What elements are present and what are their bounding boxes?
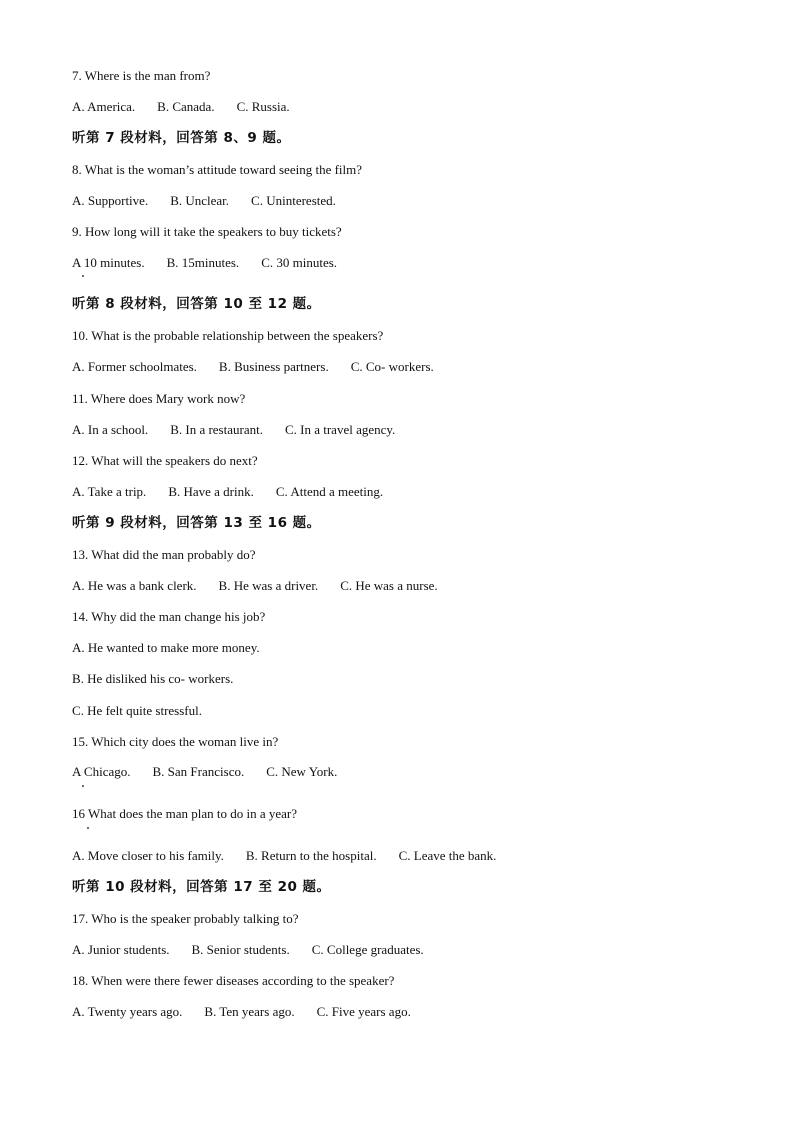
question-13-option-b: B. He was a driver. <box>218 578 319 593</box>
question-13-option-a: A. He was a bank clerk. <box>72 578 197 593</box>
section-heading-10: 听第 10 段材料，回答第 17 至 20 题。 <box>72 879 331 895</box>
question-11-option-b: B. In a restaurant. <box>170 422 263 437</box>
punctuation-dot <box>82 275 84 277</box>
question-15-option-c: C. New York. <box>266 764 338 779</box>
question-16-option-b: B. Return to the hospital. <box>245 848 377 863</box>
question-17-option-b: B. Senior students. <box>191 942 290 957</box>
question-9-option-b: B. 15minutes. <box>166 255 240 270</box>
punctuation-dot <box>87 827 89 829</box>
question-18: 18. When were there fewer diseases according to the speaker? <box>72 973 395 988</box>
question-7-option-c: C. Russia. <box>236 99 290 114</box>
question-10-option-b: B. Business partners. <box>218 359 329 374</box>
question-10: 10. What is the probable relationship between the speakers? <box>72 328 384 343</box>
question-16-options <box>72 848 496 864</box>
question-11: 11. Where does Mary work now? <box>72 391 246 406</box>
question-12-option-a: A. Take a trip. <box>72 484 147 499</box>
question-13-option-c: C. He was a nurse. <box>340 578 438 593</box>
question-14-option-a: A. He wanted to make more money. <box>72 640 260 655</box>
question-8: 8. What is the woman’s attitude toward seeing the film? <box>72 162 363 177</box>
question-10-option-a: A. Former schoolmates. <box>72 359 197 374</box>
section-heading-7: 听第 7 段材料，回答第 8、9 题。 <box>72 130 291 146</box>
question-18-option-c: C. Five years ago. <box>316 1004 411 1019</box>
question-7-option-b: B. Canada. <box>157 99 215 114</box>
section-heading-9: 听第 9 段材料，回答第 13 至 16 题。 <box>72 515 321 531</box>
question-14-option-b: B. He disliked his co- workers. <box>72 671 234 686</box>
question-9-options <box>72 255 337 271</box>
question-9-option-c: C. 30 minutes. <box>261 255 338 270</box>
question-15-options <box>72 764 337 780</box>
question-17: 17. Who is the speaker probably talking to? <box>72 911 299 926</box>
punctuation-dot <box>82 785 84 787</box>
question-11-options <box>72 422 395 438</box>
question-16-option-a: A. Move closer to his family. <box>72 848 224 863</box>
question-10-options <box>72 359 434 375</box>
question-14-option-c: C. He felt quite stressful. <box>72 703 202 718</box>
question-11-option-a: A. In a school. <box>72 422 149 437</box>
question-17-options <box>72 942 424 958</box>
question-8-option-c: C. Uninterested. <box>251 193 336 208</box>
question-15-option-a: A Chicago. <box>72 764 131 779</box>
question-12-option-b: B. Have a drink. <box>168 484 254 499</box>
question-17-option-c: C. College graduates. <box>311 942 424 957</box>
question-8-option-a: A. Supportive. <box>72 193 149 208</box>
question-7: 7. Where is the man from? <box>72 68 211 83</box>
question-18-option-a: A. Twenty years ago. <box>72 1004 183 1019</box>
question-12-options <box>72 484 383 500</box>
question-16-option-c: C. Leave the bank. <box>398 848 497 863</box>
question-15: 15. Which city does the woman live in? <box>72 734 279 749</box>
question-7-option-a: A. America. <box>72 99 136 114</box>
question-18-option-b: B. Ten years ago. <box>204 1004 295 1019</box>
question-18-options <box>72 1004 411 1020</box>
question-15-option-b: B. San Francisco. <box>152 764 245 779</box>
question-12-option-c: C. Attend a meeting. <box>275 484 384 499</box>
question-8-option-b: B. Unclear. <box>170 193 230 208</box>
question-10-option-c: C. Co- workers. <box>350 359 434 374</box>
question-8-options <box>72 193 336 209</box>
question-13-options <box>72 578 438 594</box>
question-13: 13. What did the man probably do? <box>72 547 256 562</box>
section-heading-8: 听第 8 段材料，回答第 10 至 12 题。 <box>72 296 321 312</box>
question-9-option-a: A 10 minutes. <box>72 255 145 270</box>
question-16: 16 What does the man plan to do in a year? <box>72 806 298 821</box>
question-9: 9. How long will it take the speakers to buy tickets? <box>72 224 342 239</box>
question-11-option-c: C. In a travel agency. <box>284 422 396 437</box>
question-17-option-a: A. Junior students. <box>72 942 170 957</box>
question-14: 14. Why did the man change his job? <box>72 609 266 624</box>
question-7-options <box>72 99 290 115</box>
question-12: 12. What will the speakers do next? <box>72 453 258 468</box>
